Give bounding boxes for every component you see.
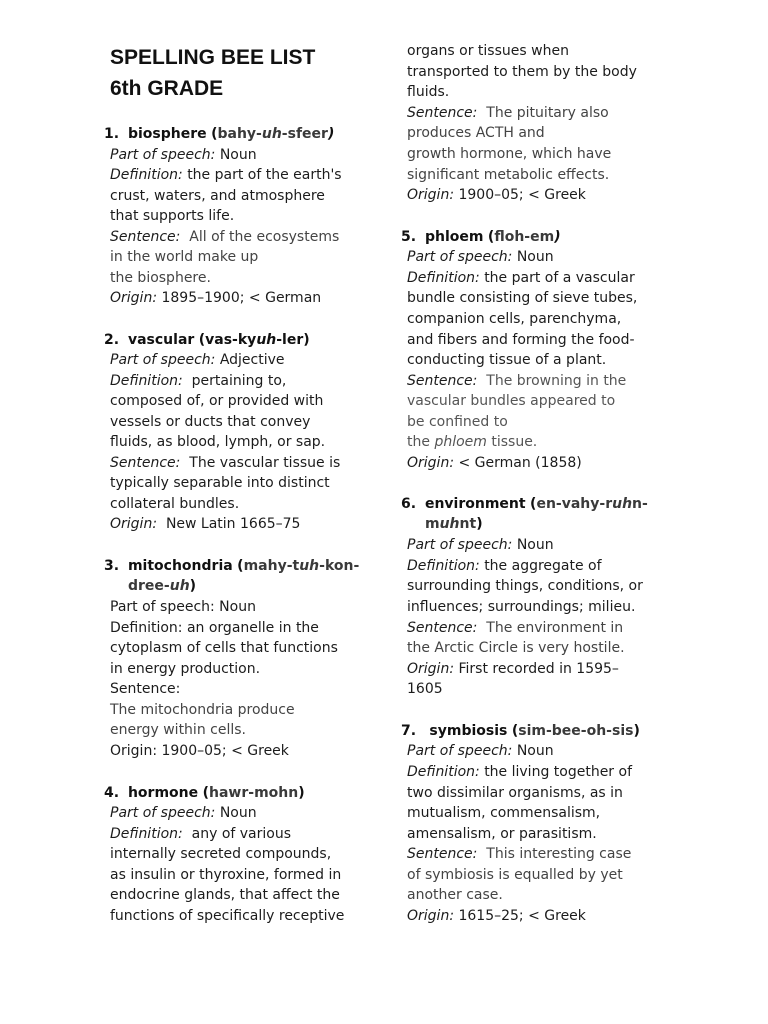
entry-heading-cont [128, 579, 196, 593]
orig-label: Origin: [110, 516, 158, 532]
sent-label: Sentence: [407, 846, 478, 862]
sent-line: The mitochondria produce [110, 702, 295, 718]
def-label: Definition: [407, 270, 480, 286]
def-line: crust, waters, and atmosphere [110, 188, 325, 204]
entry-heading-mitochondria [104, 559, 359, 573]
def-label: Definition: [407, 558, 480, 574]
sent-text: the [407, 434, 435, 450]
entry-heading-hormone [104, 786, 305, 800]
sentence-label: Sentence: [110, 681, 181, 697]
def-line: mutualism, commensalism, [407, 805, 601, 821]
pron-close: ) [476, 516, 483, 532]
def-line: vessels or ducts that convey [110, 414, 311, 430]
pos-value: Noun [516, 537, 554, 553]
orig-label: Origin: [407, 908, 455, 924]
sent-label: Sentence: [110, 455, 181, 471]
sent-line [407, 435, 537, 449]
sent-text-italic: phloem [434, 434, 487, 450]
pronunciation: bahy- [217, 126, 262, 142]
origin-value: New Latin 1665–75 [165, 516, 301, 532]
sent-line: collateral bundles. [110, 496, 240, 512]
definition [407, 559, 602, 573]
entry-number: 4. [104, 785, 120, 801]
def-line: transported to them by the body [407, 64, 637, 80]
part-of-speech [110, 148, 257, 162]
def-line: surrounding things, conditions, or [407, 578, 643, 594]
sent-line: energy within cells. [110, 722, 246, 738]
pronunciation: (vas-ky [198, 332, 257, 348]
entry-word: phloem [424, 229, 484, 245]
entry-word: vascular [127, 332, 195, 348]
def-line: companion cells, parenchyma, [407, 311, 622, 327]
pronunciation-italic: uh [299, 558, 320, 574]
pron-open: ( [202, 785, 209, 801]
pronunciation-italic: uh [612, 496, 633, 512]
sent-line: of symbiosis is equalled by yet [407, 867, 623, 883]
entry-heading-vascular [104, 333, 310, 347]
def-text: any of various [191, 826, 292, 842]
pos-label: Part of speech: [110, 147, 216, 163]
origin-value: 1900–05; < Greek [458, 187, 586, 203]
origin-value: < German (1858) [458, 455, 582, 471]
sent-text: The browning in the [486, 373, 627, 389]
pron-close: ) [298, 785, 305, 801]
def-line: endocrine glands, that affect the [110, 887, 340, 903]
sent-line: the Arctic Circle is very hostile. [407, 640, 625, 656]
def-line: fluids. [407, 84, 450, 100]
pos-value: Noun [516, 743, 554, 759]
def-line: cytoplasm of cells that functions [110, 640, 338, 656]
def-text: the part of the earth's [187, 167, 342, 183]
orig-label: Origin: [407, 187, 455, 203]
origin [407, 188, 586, 202]
pos-label: Part of speech: [110, 352, 216, 368]
pronunciation: n- [632, 496, 648, 512]
pronunciation-italic: uh [439, 516, 460, 532]
pronunciation: -ler) [276, 332, 310, 348]
sent-line: significant metabolic effects. [407, 167, 610, 183]
origin [110, 291, 321, 305]
sent-line: in the world make up [110, 249, 259, 265]
entry-number: 2. [104, 332, 120, 348]
entry-number: 6. [401, 496, 417, 512]
pronunciation: m [425, 516, 440, 532]
def-line: and fibers and forming the food- [407, 332, 635, 348]
definition [110, 374, 286, 388]
origin [407, 909, 586, 923]
definition [110, 827, 291, 841]
entry-heading-symbiosis [401, 724, 640, 738]
pos-value: Noun [516, 249, 554, 265]
def-line: fluids, as blood, lymph, or sap. [110, 434, 326, 450]
sentence [407, 374, 626, 388]
def-line: influences; surroundings; milieu. [407, 599, 636, 615]
entry-word: symbiosis [429, 723, 508, 739]
sentence [407, 106, 609, 120]
part-of-speech: Part of speech: Noun [110, 599, 256, 615]
sent-text: This interesting case [486, 846, 632, 862]
pos-label: Part of speech: [407, 743, 513, 759]
def-label: Definition: [110, 167, 183, 183]
def-text: the living together of [484, 764, 633, 780]
def-line: functions of specifically receptive [110, 908, 345, 924]
entry-word: mitochondria [127, 558, 233, 574]
sent-text: tissue. [486, 434, 538, 450]
entry-heading-biosphere [104, 127, 334, 141]
page-subtitle: 6th GRADE [110, 77, 224, 100]
def-text: pertaining to, [191, 373, 287, 389]
def-line: in energy production. [110, 661, 261, 677]
pron-open: ( [237, 558, 244, 574]
def-line: organs or tissues when [407, 43, 569, 59]
entry-number: 3. [104, 558, 120, 574]
def-label: Definition: [110, 826, 183, 842]
origin-value: 1615–25; < Greek [458, 908, 586, 924]
sent-line: vascular bundles appeared to [407, 393, 616, 409]
definition [110, 168, 342, 182]
pos-label: Part of speech: [110, 805, 216, 821]
pronunciation-italic: uh [261, 126, 282, 142]
sent-label: Sentence: [407, 620, 478, 636]
orig-label: Origin: [110, 290, 158, 306]
pronunciation-italic: uh [169, 578, 190, 594]
page-title: SPELLING BEE LIST [110, 46, 316, 69]
def-text: the aggregate of [484, 558, 602, 574]
pronunciation: sim-bee-oh-sis [518, 723, 634, 739]
sent-label: Sentence: [407, 373, 478, 389]
part-of-speech [407, 250, 554, 264]
sent-line: typically separable into distinct [110, 475, 330, 491]
pron-open: ( [530, 496, 537, 512]
sent-label: Sentence: [110, 229, 181, 245]
sent-line: another case. [407, 887, 503, 903]
entry-number: 1. [104, 126, 120, 142]
pronunciation: -kon- [319, 558, 360, 574]
pos-label: Part of speech: [407, 537, 513, 553]
pron-open: ( [511, 723, 519, 739]
pronunciation-italic: uh [256, 332, 277, 348]
sent-label: Sentence: [407, 105, 478, 121]
pos-value: Adjective [219, 352, 285, 368]
definition [407, 271, 635, 285]
orig-label: Origin: [407, 455, 455, 471]
pron-close: ) [189, 578, 197, 594]
entry-word: hormone [127, 785, 199, 801]
pron-open: ( [211, 126, 218, 142]
sentence [407, 621, 623, 635]
sentence [110, 230, 339, 244]
pronunciation: mahy-t [243, 558, 300, 574]
sentence [110, 456, 340, 470]
sent-line: the biosphere. [110, 270, 211, 286]
sent-line: growth hormone, which have [407, 146, 612, 162]
pronunciation: nt [459, 516, 477, 532]
def-line: composed of, or provided with [110, 393, 324, 409]
sent-line: be confined to [407, 414, 508, 430]
entry-word: environment [424, 496, 526, 512]
pronunciation: -sfeer [281, 126, 328, 142]
sentence [407, 847, 631, 861]
def-label: Definition: [407, 764, 480, 780]
part-of-speech [407, 538, 554, 552]
pronunciation: en-vahy-r [536, 496, 613, 512]
pronunciation: dree- [128, 578, 170, 594]
entry-number: 7. [401, 723, 417, 739]
part-of-speech [110, 353, 285, 367]
part-of-speech [407, 744, 554, 758]
def-line: two dissimilar organisms, as in [407, 785, 623, 801]
pron-close: ) [554, 229, 561, 245]
origin [407, 662, 619, 676]
entry-heading-phloem [401, 230, 561, 244]
origin-value: 1895–1900; < German [161, 290, 322, 306]
pronunciation: hawr-mohn [209, 785, 299, 801]
entry-heading-environment [401, 497, 648, 511]
origin: Origin: 1900–05; < Greek [110, 743, 289, 759]
origin-value: First recorded in 1595– [458, 661, 619, 677]
entry-number: 5. [401, 229, 417, 245]
sent-line: produces ACTH and [407, 125, 545, 141]
pron-open: ( [487, 229, 495, 245]
pos-value: Noun [219, 805, 257, 821]
pron-close: ) [327, 126, 335, 142]
sent-text: The pituitary also [486, 105, 609, 121]
definition [407, 765, 632, 779]
orig-label: Origin: [407, 661, 455, 677]
def-line: amensalism, or parasitism. [407, 826, 597, 842]
pos-value: Noun [219, 147, 257, 163]
def-line: that supports life. [110, 208, 235, 224]
def-text: the part of a vascular [484, 270, 635, 286]
sent-text: The environment in [486, 620, 624, 636]
origin [407, 456, 582, 470]
pronunciation: floh-em [494, 229, 555, 245]
sent-text: The vascular tissue is [189, 455, 341, 471]
pos-label: Part of speech: [407, 249, 513, 265]
def-line: bundle consisting of sieve tubes, [407, 290, 638, 306]
def-line: as insulin or thyroxine, formed in [110, 867, 342, 883]
def-label: Definition: [110, 373, 183, 389]
origin-line: 1605 [407, 681, 443, 697]
pron-close: ) [633, 723, 640, 739]
def-line: internally secreted compounds, [110, 846, 332, 862]
part-of-speech [110, 806, 257, 820]
sent-text: All of the ecosystems [189, 229, 340, 245]
definition: Definition: an organelle in the [110, 620, 319, 636]
def-line: conducting tissue of a plant. [407, 352, 607, 368]
entry-word: biosphere [127, 126, 207, 142]
origin [110, 517, 300, 531]
entry-heading-cont [425, 517, 483, 531]
